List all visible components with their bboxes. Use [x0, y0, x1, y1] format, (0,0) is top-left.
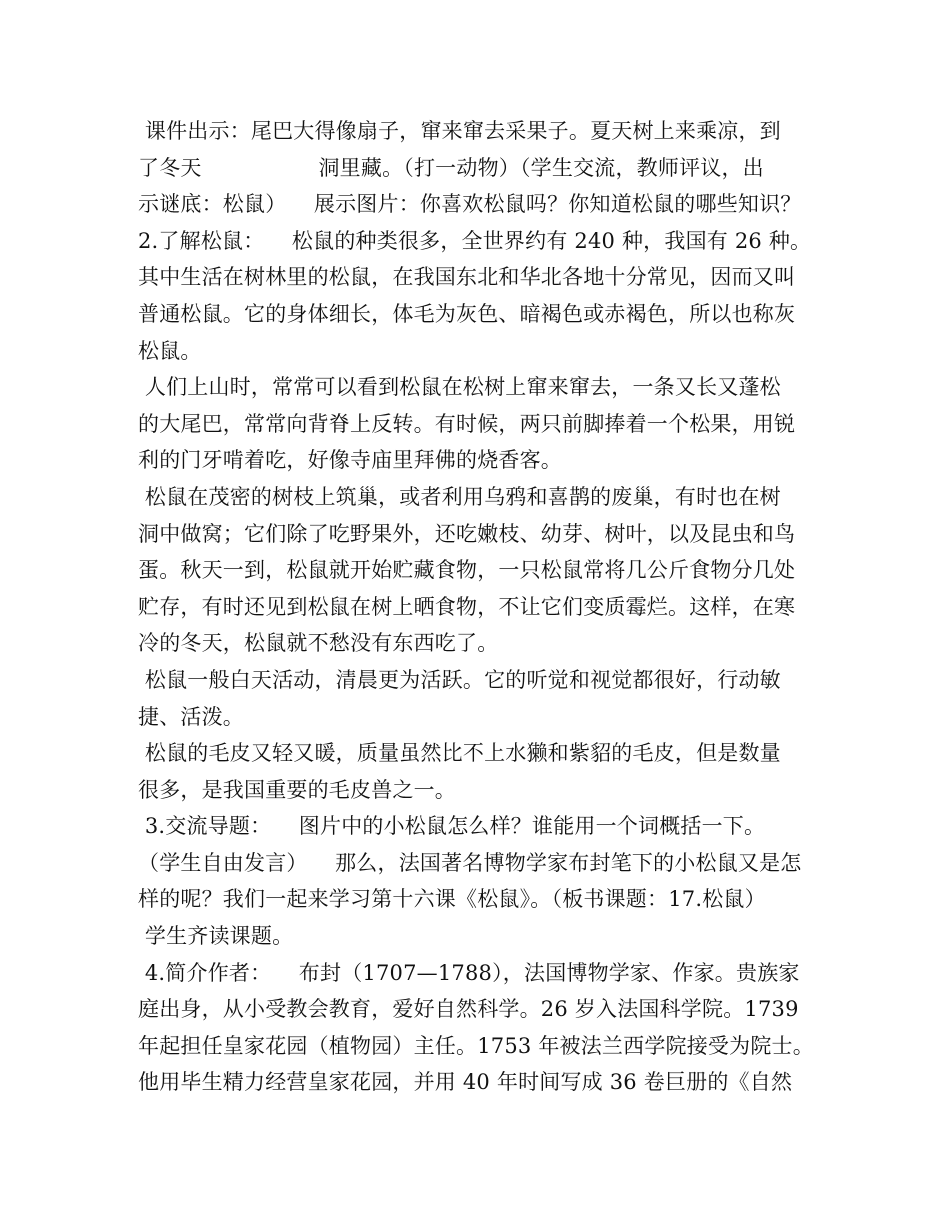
text-line: 洞中做窝；它们除了吃野果外，还吃嫩枝、幼芽、树叶，以及昆虫和鸟: [138, 521, 796, 546]
body-text: [138, 113, 828, 1101]
text-line: 庭出身，从小受教会教育，爱好自然科学。26 岁入法国科学院。1739: [138, 997, 799, 1022]
text-line: 样的呢？我们一起来学习第十六课《松鼠》。（板书课题：17.松鼠）: [138, 887, 766, 912]
text-line: 蛋。秋天一到，松鼠就开始贮藏食物，一只松鼠常将几公斤食物分几处: [138, 558, 796, 583]
text-line: 松鼠一般白天活动，清晨更为活跃。它的听觉和视觉都很好，行动敏: [138, 667, 781, 692]
text-line: 利的门牙啃着吃，好像寺庙里拜佛的烧香客。: [138, 448, 562, 473]
text-line: 年起担任皇家花园（植物园）主任。1753 年被法兰西学院接受为院士。: [138, 1033, 814, 1058]
text-line: 了冬天 洞里藏。（打一动物）（学生交流，教师评议，出: [138, 155, 764, 180]
text-line: 人们上山时，常常可以看到松鼠在松树上窜来窜去，一条又长又蓬松: [138, 375, 781, 400]
text-line: 他用毕生精力经营皇家花园，并用 40 年时间写成 36 卷巨册的《自然: [138, 1070, 793, 1095]
text-line: 2.了解松鼠： 松鼠的种类很多，全世界约有 240 种，我国有 26 种。: [138, 228, 812, 253]
text-line: 的大尾巴，常常向背脊上反转。有时候，两只前脚捧着一个松果，用锐: [138, 411, 796, 436]
text-line: 3.交流导题： 图片中的小松鼠怎么样？谁能用一个词概括一下。: [138, 814, 766, 839]
text-line: 松鼠在茂密的树枝上筑巢，或者利用乌鸦和喜鹊的废巢，有时也在树: [138, 484, 781, 509]
text-line: 课件出示：尾巴大得像扇子，窜来窜去采果子。夏天树上来乘凉，到: [138, 119, 781, 143]
text-line: 冷的冬天，松鼠就不愁没有东西吃了。: [138, 631, 499, 656]
text-line: 学生齐读课题。: [138, 924, 294, 949]
text-line: 普通松鼠。它的身体细长，体毛为灰色、暗褐色或赤褐色，所以也称灰: [138, 301, 796, 326]
text-line: 松鼠的毛皮又轻又暖，质量虽然比不上水獭和紫貂的毛皮，但是数量: [138, 741, 781, 766]
text-line: （学生自由发言） 那么，法国著名博物学家布封笔下的小松鼠又是怎: [138, 850, 802, 875]
text-line: 4.简介作者： 布封（1707—1788），法国博物学家、作家。贵族家: [138, 960, 800, 985]
text-line: 贮存，有时还见到松鼠在树上晒食物，不让它们变质霉烂。这样，在寒: [138, 594, 796, 619]
text-line: 示谜底：松鼠） 展示图片：你喜欢松鼠吗？你知道松鼠的哪些知识？: [138, 192, 802, 217]
text-line: 其中生活在树林里的松鼠，在我国东北和华北各地十分常见，因而又叫: [138, 265, 796, 290]
text-line: 很多，是我国重要的毛皮兽之一。: [138, 777, 456, 802]
text-line: 捷、活泼。: [138, 704, 244, 729]
text-line: 松鼠。: [138, 338, 202, 363]
